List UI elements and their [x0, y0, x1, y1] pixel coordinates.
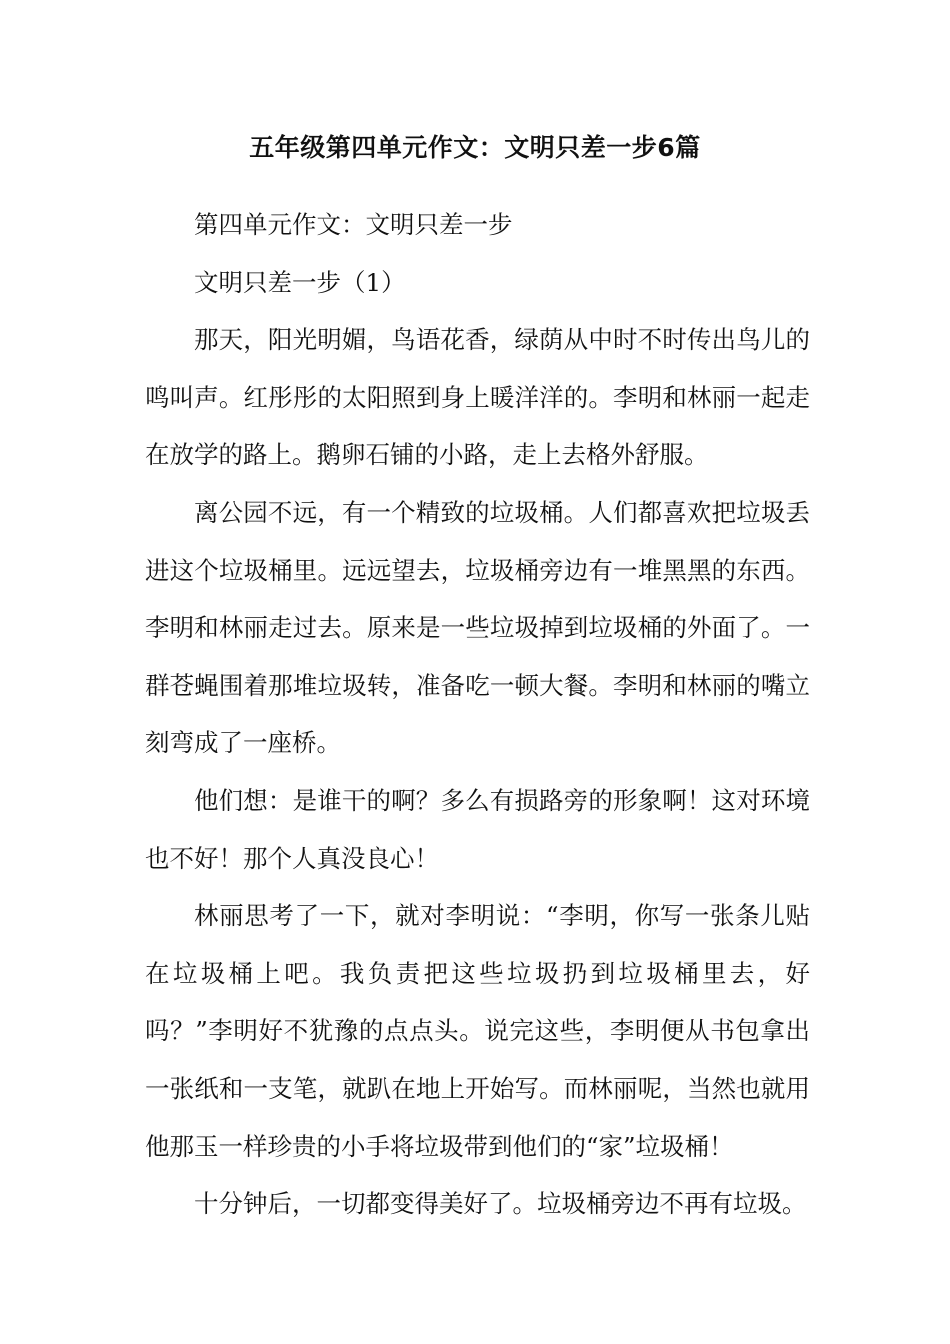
- paragraph-heading-1: 文明只差一步（1）: [194, 267, 406, 297]
- paragraph: 他们想：是谁干的啊？多么有损路旁的形象啊！这对环境也不好！那个人真没良心！: [145, 785, 810, 873]
- document-title: 五年级第四单元作文：文明只差一步6篇: [249, 133, 701, 162]
- paragraph-subtitle: 第四单元作文：文明只差一步: [194, 210, 513, 239]
- document-body: [145, 196, 810, 1233]
- paragraph: 那天，阳光明媚，鸟语花香，绿荫从中时不时传出鸟儿的鸣叫声。红彤彤的太阳照到身上暖洋洋的。李明和林丽一起走在放学的路上。鹅卵石铺的小路，走上去格外舒服。: [145, 325, 810, 470]
- paragraph: 林丽思考了一下，就对李明说：“李明，你写一张条儿贴在垃圾桶上吧。我负责把这些垃圾扔到垃圾桶里去，好吗？”李明好不犹豫的点点头。说完这些，李明便从书包拿出一张纸和一支笔，就趴在地上开始写。而林丽呢，当然也就用他那玉一样珍贵的小手将垃圾带到他们的“家”垃圾桶！: [145, 901, 810, 1161]
- paragraph: 离公园不远，有一个精致的垃圾桶。人们都喜欢把垃圾丢进这个垃圾桶里。远远望去，垃圾桶旁边有一堆黑黑的东西。李明和林丽走过去。原来是一些垃圾掉到垃圾桶的外面了。一群苍蝇围着那堆垃圾转，准备吃一顿大餐。李明和林丽的嘴立刻弯成了一座桥。: [145, 497, 810, 758]
- paragraph: 十分钟后，一切都变得美好了。垃圾桶旁边不再有垃圾。: [194, 1189, 807, 1219]
